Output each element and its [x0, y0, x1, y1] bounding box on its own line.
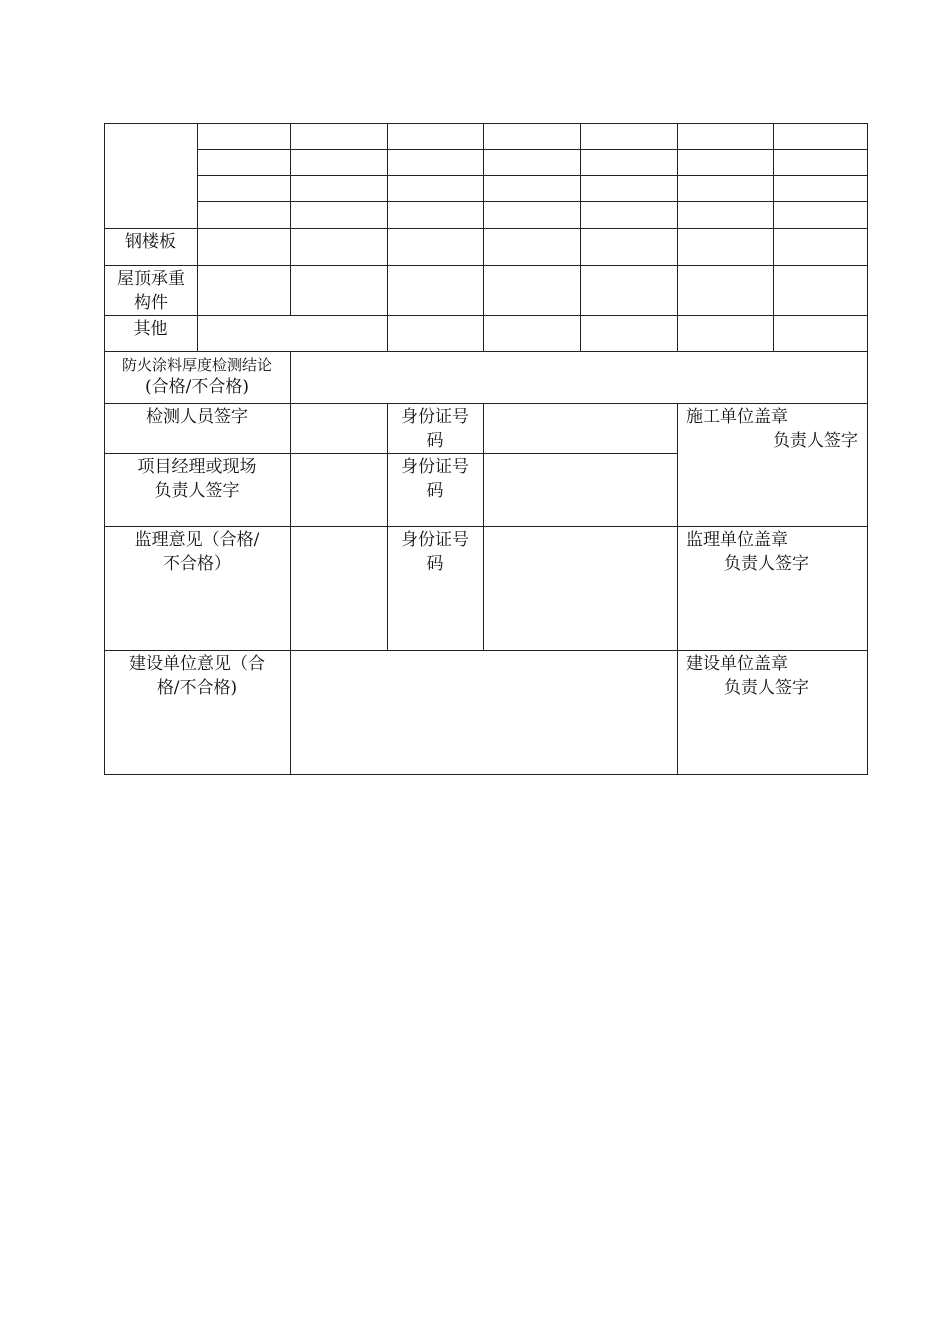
- row-label-roof-member: 屋顶承重构件: [117, 269, 185, 313]
- owner-opinion-label: [104, 652, 290, 700]
- supervision-opinion-label-line1: 监理意见（合格/: [134, 530, 260, 550]
- project-manager-id-field[interactable]: [484, 454, 676, 526]
- supervision-opinion-label: [104, 528, 290, 576]
- supervision-seal-block: [686, 528, 866, 576]
- project-manager-label: [104, 455, 290, 503]
- inspector-id-field[interactable]: [484, 404, 676, 453]
- inspector-id-label: 身份证号码: [401, 407, 469, 451]
- owner-opinion-field[interactable]: [291, 651, 676, 774]
- conclusion-label: [104, 355, 290, 399]
- supervision-seal-label: 监理单位盖章: [686, 530, 788, 550]
- inspection-form-table: [104, 123, 868, 775]
- owner-seal-block: [686, 652, 866, 700]
- project-manager-signature-field[interactable]: [291, 454, 386, 526]
- supervision-opinion-field[interactable]: [291, 527, 386, 650]
- supervision-opinion-label-line2: 不合格）: [163, 554, 231, 574]
- conclusion-value-field[interactable]: [291, 352, 867, 403]
- construction-responsible-sign-label: 负责人签字: [773, 431, 858, 451]
- inspector-signature-label: 检测人员签字: [146, 407, 248, 427]
- construction-seal-label: 施工单位盖章: [686, 407, 788, 427]
- row-label-steel-floor: 钢楼板: [125, 232, 176, 252]
- owner-opinion-label-line1: 建设单位意见（合: [129, 654, 265, 674]
- project-manager-label-line2: 负责人签字: [154, 481, 240, 501]
- inspector-signature-field[interactable]: [291, 404, 386, 453]
- project-manager-id-label: 身份证号码: [401, 457, 469, 501]
- supervision-id-label: 身份证号码: [401, 530, 469, 574]
- conclusion-label-line2: (合格/不合格): [145, 377, 249, 397]
- construction-seal-block: [686, 405, 866, 453]
- conclusion-label-line1: 防火涂料厚度检测结论: [121, 356, 272, 374]
- project-manager-label-line1: 项目经理或现场: [137, 457, 257, 477]
- owner-opinion-label-line2: 格/不合格): [156, 678, 238, 698]
- row-label-other: 其他: [133, 319, 168, 339]
- owner-seal-label: 建设单位盖章: [686, 654, 788, 674]
- supervision-responsible-sign-label: 负责人签字: [724, 554, 809, 574]
- owner-responsible-sign-label: 负责人签字: [724, 678, 809, 698]
- supervision-id-field[interactable]: [484, 527, 676, 650]
